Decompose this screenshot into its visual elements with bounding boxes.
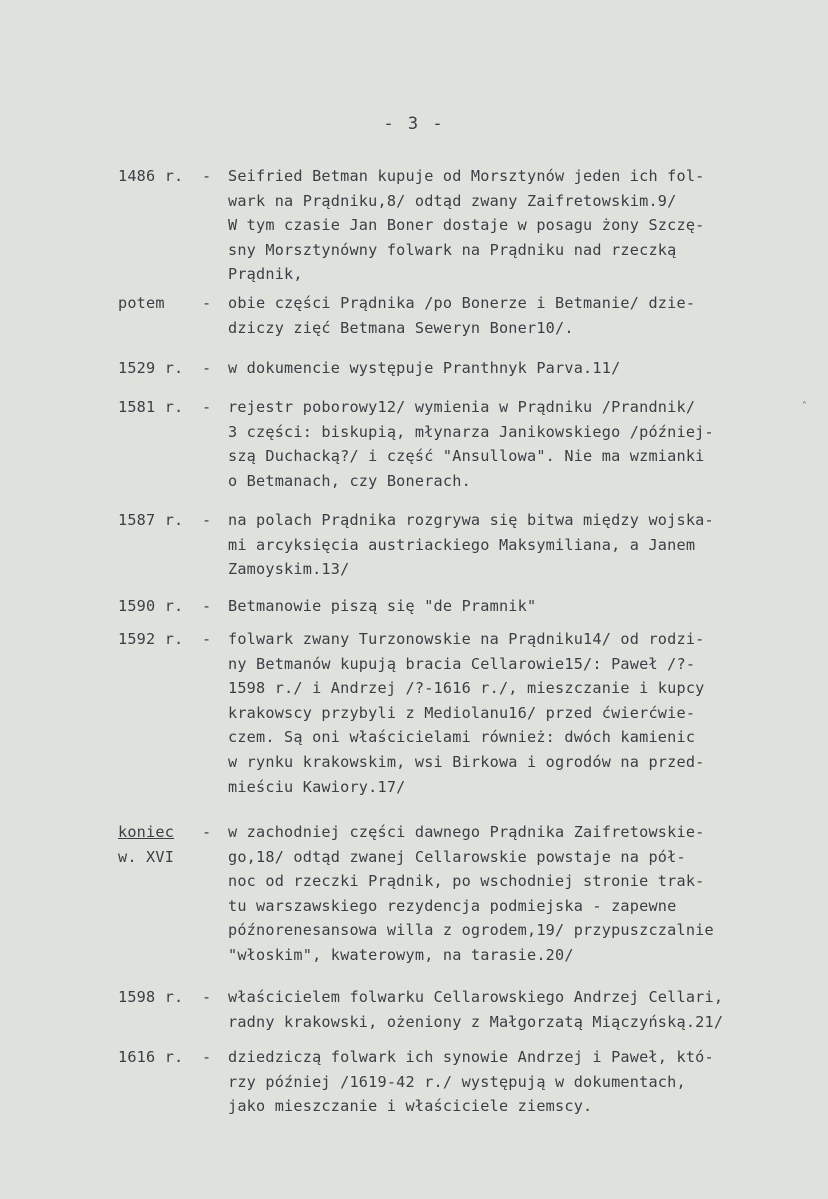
entry-text [228,985,793,1034]
entry-dash: - [202,511,212,529]
text-line: W tym czasie Jan Boner dostaje w posagu żony Szczę- [228,216,705,235]
entry-dash: - [202,597,212,615]
entry-text [228,627,793,799]
entry-dash: - [202,359,212,377]
text-line: mieściu Kawiory.17/ [228,777,406,796]
entry-dash: - [202,988,212,1006]
text-line: na polach Prądnika rozgrywa się bitwa między wojska- [228,511,714,529]
text-line: ny Betmanów kupują bracia Cellarowie15/: Paweł /?- [228,654,696,673]
entry-text [228,395,793,493]
entry-text [228,1045,793,1119]
entry-text [228,356,793,381]
margin-tick-mark: ˆ [800,400,808,414]
entry-text [228,594,793,619]
entry-text [228,820,793,968]
text-line: dziedziczą folwark ich synowie Andrzej i Paweł, któ- [228,1048,714,1066]
page-number: - 3 - [383,114,445,134]
text-line: Prądnik, [228,265,303,284]
entry-date: 1590 r. [118,597,184,615]
entry-date: 1581 r. [118,398,184,416]
text-line: obie części Prądnika /po Bonerze i Betmanie/ dzie- [228,294,696,312]
entry-text [228,164,793,287]
entry-date: potem [118,294,165,312]
text-line: właścicielem folwarku Cellarowskiego Andrzej Cellari, [228,988,724,1006]
text-line: w dokumencie występuje Pranthnyk Parva.11/ [228,359,621,377]
text-line: go,18/ odtąd zwanej Cellarowskie powstaje na pół- [228,847,686,866]
text-line: rejestr poborowy12/ wymienia w Prądniku /Prandnik/ [228,398,696,416]
entry-dash: - [202,823,212,841]
text-line: 3 części: biskupią, młynarza Janikowskiego /później- [228,422,714,441]
entry-dash: - [202,167,212,185]
entry-text [228,508,793,582]
entry-date: 1616 r. [118,1048,184,1066]
entry-dash: - [202,630,212,648]
text-line: w rynku krakowskim, wsi Birkowa i ogrodów na przed- [228,752,705,771]
text-line: jako mieszczanie i właściciele ziemscy. [228,1097,593,1116]
text-line: krakowscy przybyli z Mediolanu16/ przed ćwierćwie- [228,703,696,722]
text-line: "włoskim", kwaterowym, na tarasie.20/ [228,945,574,964]
text-line: mi arcyksięcia austriackiego Maksymiliana, a Janem [228,535,696,554]
text-line: czem. Są oni właścicielami również: dwóch kamienic [228,728,696,747]
text-line: rzy później /1619-42 r./ występują w dokumentach, [228,1072,686,1091]
text-line: radny krakowski, ożeniony z Małgorzatą Miączyńską.21/ [228,1012,724,1031]
text-line: Betmanowie piszą się "de Pramnik" [228,597,537,615]
text-line: folwark zwany Turzonowskie na Prądniku14/ od rodzi- [228,630,705,648]
text-line: tu warszawskiego rezydencja podmiejska - zapewne [228,896,677,915]
text-line: sny Morsztynówny folwark na Prądniku nad rzeczką [228,240,677,259]
entry-dash: - [202,294,212,312]
text-line: 1598 r./ i Andrzej /?-1616 r./, mieszczanie i kupcy [228,679,705,698]
entry-date: 1529 r. [118,359,184,377]
text-line: o Betmanach, czy Bonerach. [228,471,471,490]
entry-date: 1486 r. [118,167,184,185]
entry-dash: - [202,1048,212,1066]
text-line: w zachodniej części dawnego Prądnika Zaifretowskie- [228,823,705,841]
text-line: szą Duchacką?/ i część "Ansullowa". Nie ma wzmianki [228,447,705,466]
text-line: wark na Prądniku,8/ odtąd zwany Zaifretowskim.9/ [228,191,677,210]
entry-date: 1598 r. [118,988,184,1006]
text-line: noc od rzeczki Prądnik, po wschodniej stronie trak- [228,872,705,891]
text-line: dziczy zięć Betmana Seweryn Boner10/. [228,318,574,337]
text-line: Zamoyskim.13/ [228,560,350,579]
text-line: późnorenesansowa willa z ogrodem,19/ przypuszczalnie [228,921,714,940]
entry-date: 1587 r. [118,511,184,529]
entry-date: koniec w. XVI [118,823,175,866]
text-line: Seifried Betman kupuje od Morsztynów jeden ich fol- [228,167,705,185]
entry-date: 1592 r. [118,630,184,648]
entry-text [228,291,793,340]
entry-dash: - [202,398,212,416]
